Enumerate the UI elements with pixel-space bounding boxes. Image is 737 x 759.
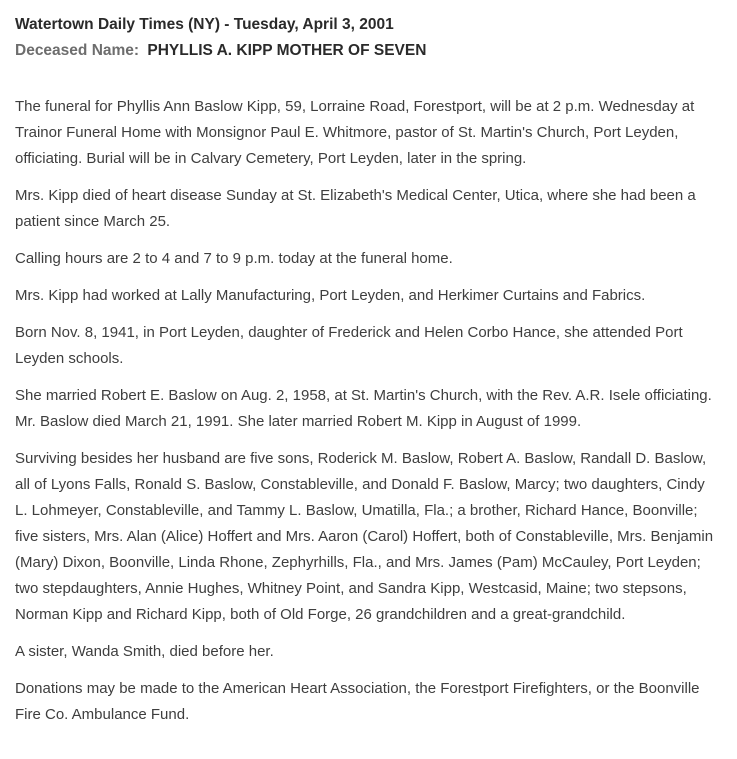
- obituary-paragraph-marriages: She married Robert E. Baslow on Aug. 2, 1958, at St. Martin's Church, with the Rev. A.R. Isele officiating. Mr. Baslow died March 21, 1991. She later married Robert M. Kipp in August of 1999.: [15, 387, 712, 430]
- obituary-paragraph-predeceased: A sister, Wanda Smith, died before her.: [15, 643, 274, 660]
- obituary-paragraph-employment: Mrs. Kipp had worked at Lally Manufacturing, Port Leyden, and Herkimer Curtains and Fabrics.: [15, 287, 646, 304]
- obituary-body: [15, 94, 721, 728]
- obituary-header: [15, 12, 721, 64]
- deceased-name-value: PHYLLIS A. KIPP MOTHER OF SEVEN: [147, 42, 427, 59]
- obituary-paragraph-donations: Donations may be made to the American Heart Association, the Forestport Firefighters, or the Boonville Fire Co. Ambulance Fund.: [15, 680, 700, 723]
- obituary-paragraph-funeral: The funeral for Phyllis Ann Baslow Kipp, 59, Lorraine Road, Forestport, will be at 2 p.m. Wednesday at Trainor Funeral Home with Monsignor Paul E. Whitmore, pastor of St. Martin's Church, Port Leyden, officiating. Burial will be in Calvary Cemetery, Port Leyden, later in the spring.: [15, 98, 695, 167]
- obituary-paragraph-birth: Born Nov. 8, 1941, in Port Leyden, daughter of Frederick and Helen Corbo Hance, she attended Port Leyden schools.: [15, 324, 683, 367]
- obituary-paragraph-death: Mrs. Kipp died of heart disease Sunday at St. Elizabeth's Medical Center, Utica, where she had been a patient since March 25.: [15, 187, 696, 230]
- source-and-date-line: Watertown Daily Times (NY) - Tuesday, April 3, 2001: [15, 16, 394, 33]
- obituary-paragraph-calling-hours: Calling hours are 2 to 4 and 7 to 9 p.m. today at the funeral home.: [15, 250, 453, 267]
- deceased-name-label: Deceased Name:: [15, 42, 140, 59]
- deceased-name-line: [15, 38, 721, 64]
- obituary-paragraph-survivors: Surviving besides her husband are five sons, Roderick M. Baslow, Robert A. Baslow, Randall D. Baslow, all of Lyons Falls, Ronald S. Baslow, Constableville, and Donald F. Baslow, Marcy; two daughters, Cindy L. Lohmeyer, Constableville, and Tammy L. Baslow, Umatilla, Fla.; a brother, Richard Hance, Boonville; five sisters, Mrs. Alan (Alice) Hoffert and Mrs. Aaron (Carol) Hoffert, both of Constableville, Mrs. Benjamin (Mary) Dixon, Boonville, Linda Rhone, Zephyrhills, Fla., and Mrs. James (Pam) McCauley, Port Leyden; two stepdaughters, Annie Hughes, Whitney Point, and Sandra Kipp, Westcasid, Maine; two stepsons, Norman Kipp and Richard Kipp, both of Old Forge, 26 grandchildren and a great-grandchild.: [15, 450, 714, 623]
